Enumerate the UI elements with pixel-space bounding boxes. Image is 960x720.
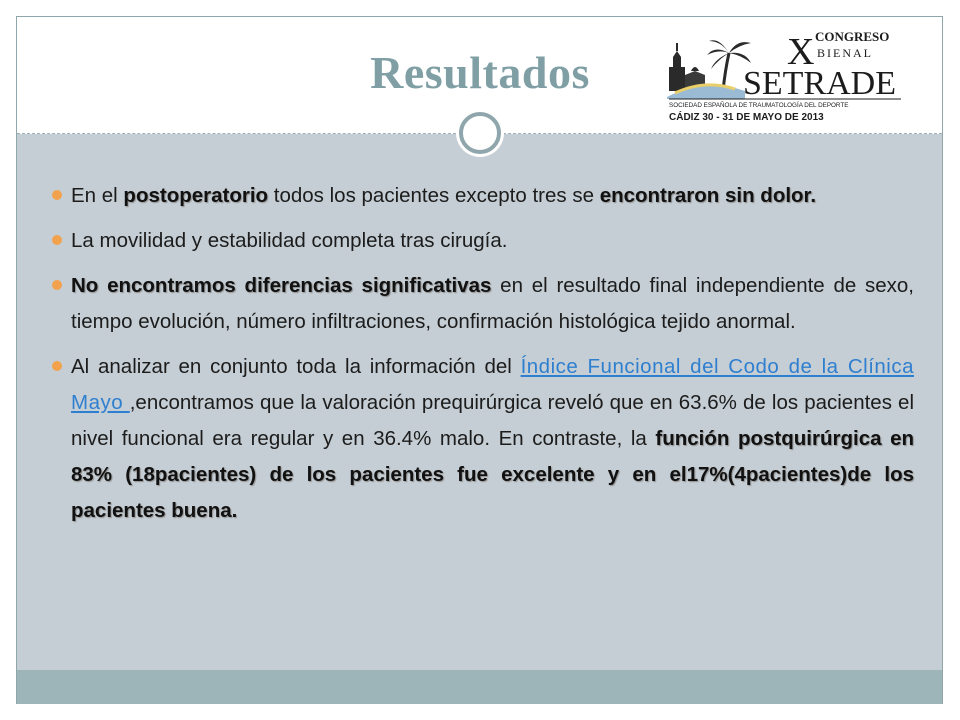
logo-bienal: BIENAL [817, 46, 873, 60]
slide-title: Resultados [370, 47, 590, 98]
logo-name: SETRADE [743, 65, 896, 102]
list-item [52, 223, 914, 259]
bullet-text: ,encontramos que la valoración prequirúrgica reveló que en 63.6% de los pacientes el nivel funcional era regular y en 36.4% malo. En contraste, la [71, 391, 915, 450]
cathedral-icon [669, 43, 705, 91]
congress-logo [665, 27, 905, 123]
logo-congreso: CONGRESO [815, 29, 890, 44]
logo-subtitle: SOCIEDAD ESPAÑOLA DE TRAUMATOLOGÍA DEL DEPORTE [669, 102, 849, 109]
bullet-emphasis: No encontramos diferencias significativas [71, 274, 492, 297]
list-item [52, 349, 914, 529]
bullet-emphasis: encontraron sin dolor. [599, 184, 817, 207]
bullet-text: En el [71, 184, 124, 207]
logo-roman-numeral: X [787, 31, 815, 73]
list-item [52, 178, 914, 214]
ring-ornament-icon [455, 108, 505, 158]
bullet-text: La movilidad y estabilidad completa tras cirugía. [71, 229, 508, 252]
bullet-icon [52, 280, 62, 290]
bullet-icon [52, 190, 62, 200]
footer-band [17, 670, 942, 704]
bullet-text: en el resultado final independiente de sexo, tiempo evolución, número infiltraciones, confirmación histológica tejido anormal. [71, 274, 914, 333]
mayo-index-link[interactable]: Índice Funcional del Codo de la Clínica Mayo [71, 355, 914, 414]
bullet-icon [52, 361, 62, 371]
logo-event-date: CÁDIZ 30 - 31 DE MAYO DE 2013 [669, 112, 824, 123]
bullet-text: todos los pacientes excepto tres se [268, 184, 600, 207]
bullet-emphasis: postoperatorio [123, 184, 269, 207]
bullet-icon [52, 235, 62, 245]
bullet-emphasis: función postquirúrgica en 83% (18pacientes) de los pacientes fue excelente y en el17%(4pacientes)de los pacientes buena. [71, 427, 914, 522]
results-list [52, 178, 914, 538]
bullet-text: Al analizar en conjunto toda la información del [71, 355, 521, 378]
list-item [52, 268, 914, 340]
